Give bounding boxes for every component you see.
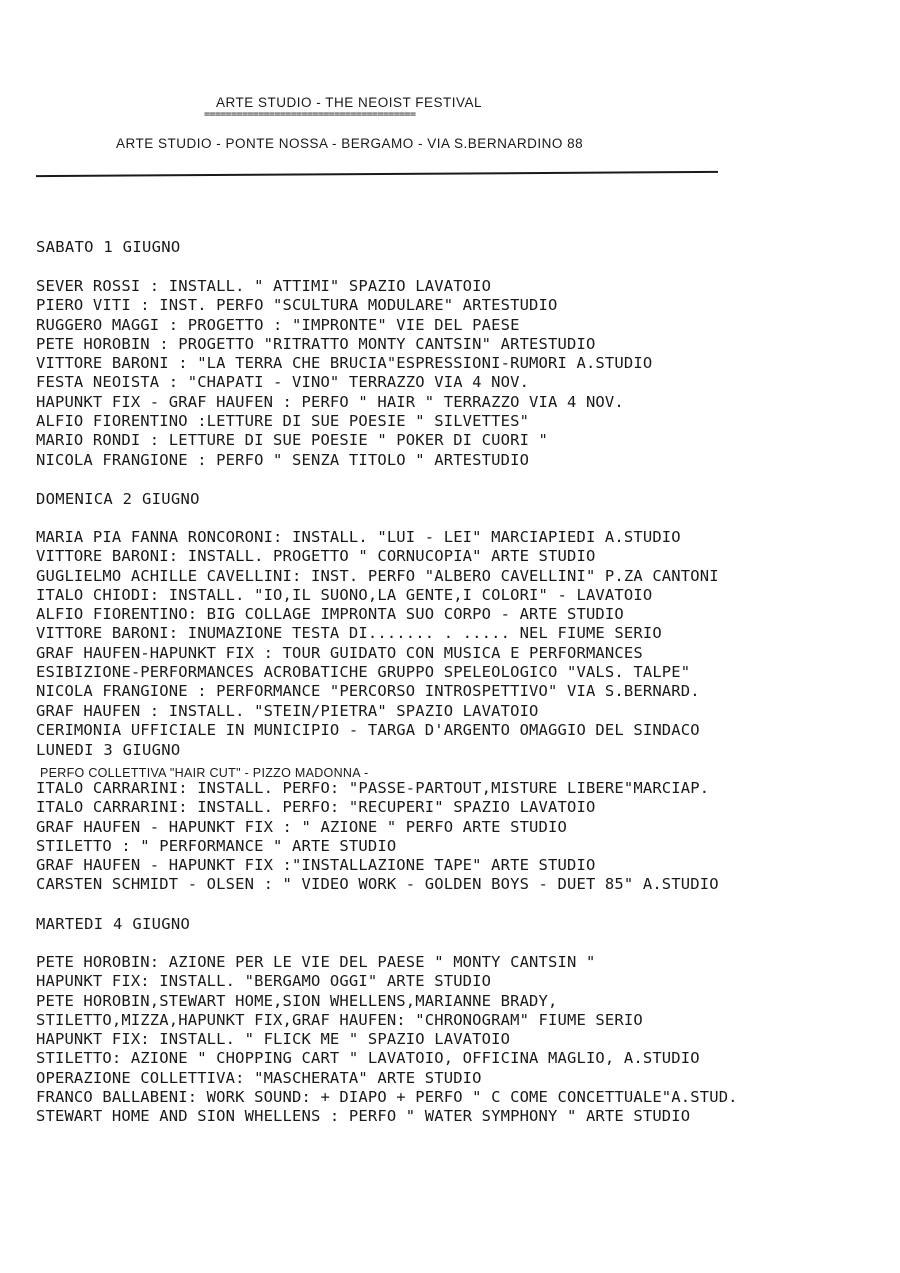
schedule-entry: CERIMONIA UFFICIALE IN MUNICIPIO - TARGA D'ARGENTO OMAGGIO DEL SINDACO	[36, 720, 700, 739]
schedule-entry: STILETTO: AZIONE " CHOPPING CART " LAVATOIO, OFFICINA MAGLIO, A.STUDIO	[36, 1049, 700, 1068]
schedule-entry: FRANCO BALLABENI: WORK SOUND: + DIAPO + PERFO " C COME CONCETTUALE"A.STUD.	[36, 1088, 738, 1107]
sunday-schedule	[36, 528, 719, 740]
monday-schedule	[36, 779, 719, 895]
schedule-entry: PETE HOROBIN,STEWART HOME,SION WHELLENS,MARIANNE BRADY,	[36, 991, 558, 1010]
venue-address: ARTE STUDIO - PONTE NOSSA - BERGAMO - VIA S.BERNARDINO 88	[116, 136, 584, 151]
schedule-entry: GRAF HAUFEN-HAPUNKT FIX : TOUR GUIDATO CON MUSICA E PERFORMANCES	[36, 643, 643, 662]
schedule-entry: VITTORE BARONI : "LA TERRA CHE BRUCIA"ESPRESSIONI-RUMORI A.STUDIO	[36, 354, 653, 373]
schedule-entry: ITALO CARRARINI: INSTALL. PERFO: "PASSE-PARTOUT,MISTURE LIBERE"MARCIAP.	[36, 779, 710, 797]
day-heading-saturday: SABATO 1 GIUGNO	[36, 238, 181, 256]
festival-title: ARTE STUDIO - THE NEOIST FESTIVAL	[216, 95, 483, 110]
schedule-entry: ITALO CHIODI: INSTALL. "IO,IL SUONO,LA GENTE,I COLORI" - LAVATOIO	[36, 585, 653, 604]
schedule-entry: ALFIO FIORENTINO: BIG COLLAGE IMPRONTA SUO CORPO - ARTE STUDIO	[36, 605, 624, 624]
saturday-schedule	[36, 277, 652, 470]
schedule-entry: ITALO CARRARINI: INSTALL. PERFO: "RECUPERI" SPAZIO LAVATOIO	[36, 798, 596, 817]
tuesday-schedule	[36, 953, 738, 1127]
schedule-entry: MARIA PIA FANNA RONCORONI: INSTALL. "LUI - LEI" MARCIAPIEDI A.STUDIO	[36, 528, 681, 546]
schedule-entry: HAPUNKT FIX: INSTALL. "BERGAMO OGGI" ARTE STUDIO	[36, 972, 492, 991]
schedule-entry: GRAF HAUFEN - HAPUNKT FIX : " AZIONE " PERFO ARTE STUDIO	[36, 817, 567, 836]
schedule-entry: PETE HOROBIN: AZIONE PER LE VIE DEL PAESE " MONTY CANTSIN "	[36, 953, 596, 971]
schedule-entry: ALFIO FIORENTINO :LETTURE DI SUE POESIE " SILVETTES"	[36, 412, 530, 431]
schedule-entry: FESTA NEOISTA : "CHAPATI - VINO" TERRAZZO VIA 4 NOV.	[36, 373, 530, 392]
schedule-entry: SEVER ROSSI : INSTALL. " ATTIMI" SPAZIO LAVATOIO	[36, 277, 492, 295]
schedule-entry: GRAF HAUFEN - HAPUNKT FIX :"INSTALLAZIONE TAPE" ARTE STUDIO	[36, 856, 596, 875]
schedule-entry: NICOLA FRANGIONE : PERFORMANCE "PERCORSO INTROSPETTIVO" VIA S.BERNARD.	[36, 682, 700, 701]
schedule-entry: HAPUNKT FIX: INSTALL. " FLICK ME " SPAZIO LAVATOIO	[36, 1030, 511, 1049]
schedule-entry: NICOLA FRANGIONE : PERFO " SENZA TITOLO " ARTESTUDIO	[36, 450, 530, 469]
header-divider	[36, 171, 718, 177]
schedule-entry: VITTORE BARONI: INSTALL. PROGETTO " CORNUCOPIA" ARTE STUDIO	[36, 547, 596, 566]
schedule-entry: STILETTO,MIZZA,HAPUNKT FIX,GRAF HAUFEN: "CHRONOGRAM" FIUME SERIO	[36, 1010, 643, 1029]
schedule-entry: STILETTO : " PERFORMANCE " ARTE STUDIO	[36, 836, 397, 855]
schedule-entry: GRAF HAUFEN : INSTALL. "STEIN/PIETRA" SPAZIO LAVATOIO	[36, 701, 539, 720]
schedule-entry: RUGGERO MAGGI : PROGETTO : "IMPRONTE" VIE DEL PAESE	[36, 315, 520, 334]
schedule-entry: STEWART HOME AND SION WHELLENS : PERFO " WATER SYMPHONY " ARTE STUDIO	[36, 1107, 691, 1126]
schedule-entry: GUGLIELMO ACHILLE CAVELLINI: INST. PERFO "ALBERO CAVELLINI" P.ZA CANTONI	[36, 566, 719, 585]
collective-performance-note: PERFO COLLETTIVA "HAIR CUT" - PIZZO MADONNA -	[40, 766, 369, 780]
day-heading-tuesday: MARTEDI 4 GIUGNO	[36, 915, 191, 933]
title-underline: =======================================	[204, 109, 416, 120]
schedule-entry: CARSTEN SCHMIDT - OLSEN : " VIDEO WORK - GOLDEN BOYS - DUET 85" A.STUDIO	[36, 875, 719, 894]
schedule-entry: ESIBIZIONE-PERFORMANCES ACROBATICHE GRUPPO SPELEOLOGICO "VALS. TALPE"	[36, 663, 691, 682]
schedule-entry: HAPUNKT FIX - GRAF HAUFEN : PERFO " HAIR " TERRAZZO VIA 4 NOV.	[36, 392, 624, 411]
day-heading-sunday: DOMENICA 2 GIUGNO	[36, 490, 200, 508]
day-heading-monday: LUNEDI 3 GIUGNO	[36, 741, 181, 759]
schedule-entry: VITTORE BARONI: INUMAZIONE TESTA DI....... . ..... NEL FIUME SERIO	[36, 624, 662, 643]
schedule-entry: OPERAZIONE COLLETTIVA: "MASCHERATA" ARTE STUDIO	[36, 1068, 482, 1087]
schedule-entry: PIERO VITI : INST. PERFO "SCULTURA MODULARE" ARTESTUDIO	[36, 296, 558, 315]
schedule-entry: PETE HOROBIN : PROGETTO "RITRATTO MONTY CANTSIN" ARTESTUDIO	[36, 334, 596, 353]
schedule-entry: MARIO RONDI : LETTURE DI SUE POESIE " POKER DI CUORI "	[36, 431, 549, 450]
